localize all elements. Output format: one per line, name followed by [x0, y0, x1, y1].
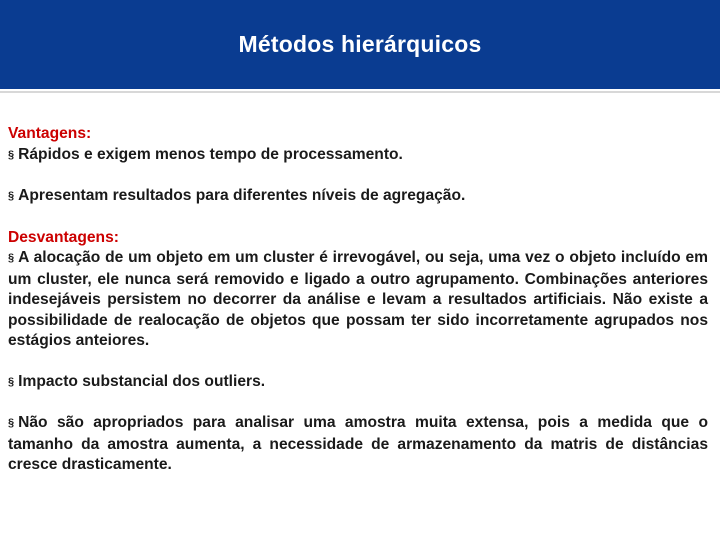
bullet-icon: §: [8, 190, 15, 202]
advantage-item-2: [8, 186, 708, 208]
bullet-icon: §: [8, 375, 15, 388]
disadvantage-text-2: Impacto substancial dos outliers.: [18, 372, 266, 390]
bullet-icon: §: [8, 417, 15, 429]
bullet-icon: §: [8, 252, 15, 264]
bullet-icon: §: [8, 148, 15, 161]
disadvantage-item-1: [8, 248, 708, 352]
title-bar: [0, 0, 720, 91]
advantage-item-1: [8, 145, 708, 167]
header-divider: [0, 91, 720, 93]
advantage-text-2: Apresentam resultados para diferentes níveis de agregação.: [18, 187, 466, 204]
disadvantage-text-1: A alocação de um objeto em um cluster é irrevogável, ou seja, uma vez o objeto incluído em um cluster, ele nunca será removido e ligado a outro agrupamento. Combinações anteriores indesejáveis persistem no decorrer da análise e levam a resultados artificiais. Não existe a possibilidade de realocação de objetos que possam ter sido incorretamente agrupados nos estágios anteiores.: [8, 249, 708, 349]
disadvantage-item-2: [8, 372, 708, 394]
disadvantage-item-3: [8, 413, 708, 476]
disadvantages-heading: Desvantagens:: [8, 228, 119, 246]
disadvantage-text-3: Não são apropriados para analisar uma amostra muita extensa, pois a medida que o tamanho da amostra aumenta, a necessidade de armazenamento da matris de distâncias cresce drasticamente.: [8, 414, 708, 473]
advantage-text-1: Rápidos e exigem menos tempo de processamento.: [18, 145, 403, 163]
advantages-heading: Vantagens:: [8, 125, 92, 142]
page-title: Métodos hierárquicos: [238, 31, 482, 57]
slide-content: [8, 124, 708, 476]
